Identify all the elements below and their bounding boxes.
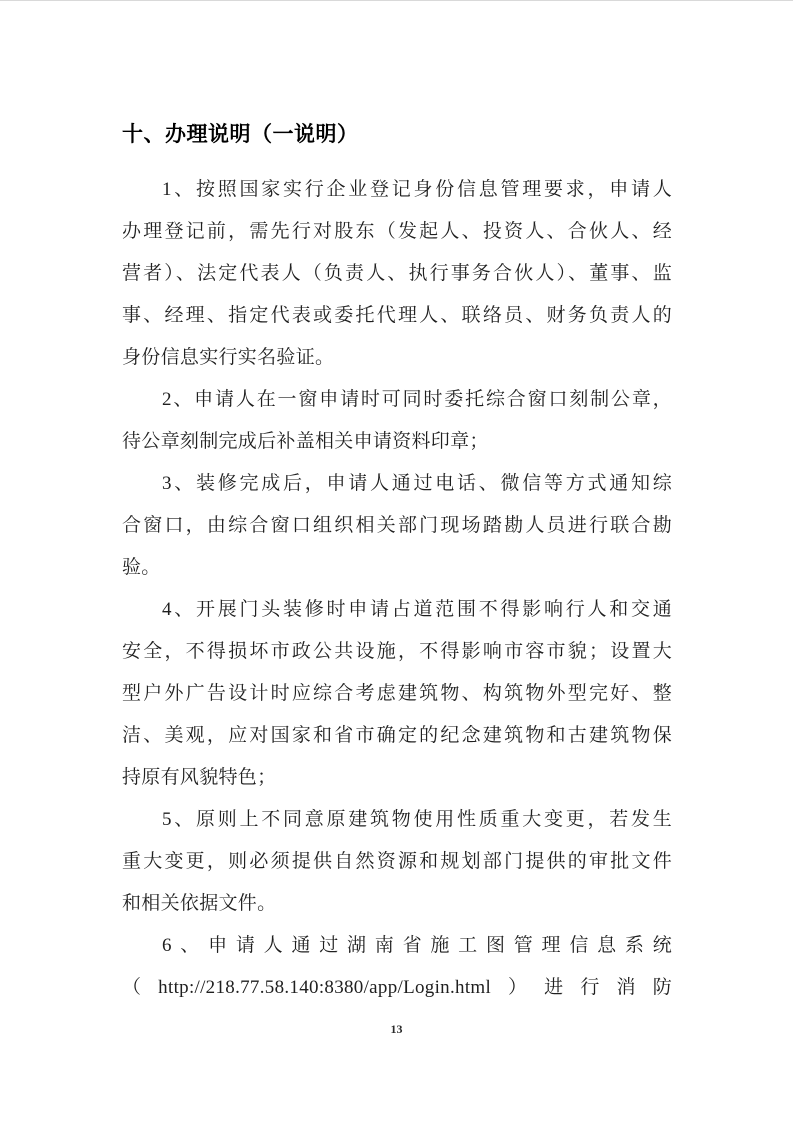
paragraph-4-line-5: 持原有风貌特色； xyxy=(122,767,277,788)
paragraph-1-line-2: 办理登记前，需先行对股东（发起人、投资人、合伙人、经 xyxy=(122,221,672,242)
paragraph-3-line-1: 3、装修完成后，申请人通过电话、微信等方式通知综 xyxy=(162,473,672,494)
paragraph-1-line-5: 身份信息实行实名验证。 xyxy=(122,347,335,368)
paragraph-5-line-2: 重大变更，则必须提供自然资源和规划部门提供的审批文件 xyxy=(122,851,672,872)
paragraph-1-line-4: 事、经理、指定代表或委托代理人、联络员、财务负责人的 xyxy=(122,305,672,326)
page-number: 13 xyxy=(390,1022,403,1036)
paragraph-2-line-2: 待公章刻制完成后补盖相关申请资料印章； xyxy=(122,431,489,452)
document-body xyxy=(122,169,672,1009)
paragraph-4-line-4: 洁、美观，应对国家和省市确定的纪念建筑物和古建筑物保 xyxy=(122,725,672,746)
paragraph-6-line-1: 6、申请人通过湖南省施工图管理信息系统 xyxy=(162,935,672,956)
paragraph-4-line-1: 4、开展门头装修时申请占道范围不得影响行人和交通 xyxy=(162,599,672,620)
paragraph-3-line-2: 合窗口，由综合窗口组织相关部门现场踏勘人员进行联合勘 xyxy=(122,515,672,536)
paragraph-2-line-1: 2、申请人在一窗申请时可同时委托综合窗口刻制公章， xyxy=(162,389,672,410)
paragraph-1-line-1: 1、按照国家实行企业登记身份信息管理要求，申请人 xyxy=(162,179,672,200)
paragraph-6-line-2: （http://218.77.58.140:8380/app/Login.html）进行消防 xyxy=(122,977,672,998)
paragraph-1-line-3: 营者）、法定代表人（负责人、执行事务合伙人）、董事、监 xyxy=(122,263,672,284)
section-heading: 十、办理说明（一说明） xyxy=(122,123,359,146)
paragraph-4-line-3: 型户外广告设计时应综合考虑建筑物、构筑物外型完好、整 xyxy=(122,683,672,704)
paragraph-5-line-1: 5、原则上不同意原建筑物使用性质重大变更，若发生 xyxy=(162,809,672,830)
paragraph-5-line-3: 和相关依据文件。 xyxy=(122,893,277,914)
paragraph-4-line-2: 安全，不得损坏市政公共设施，不得影响市容市貌；设置大 xyxy=(122,641,672,662)
paragraph-3-line-3: 验。 xyxy=(122,557,161,578)
